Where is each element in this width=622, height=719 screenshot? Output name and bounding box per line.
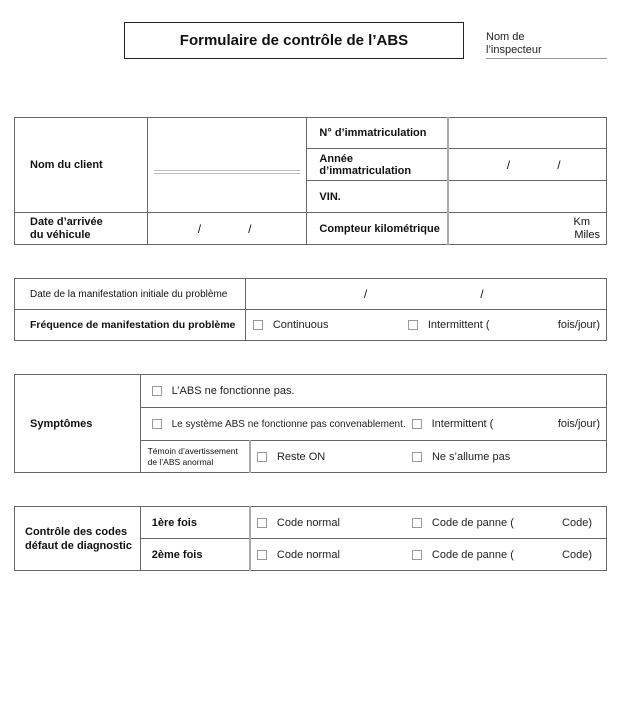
option-not-working[interactable]: L’ABS ne fonctionne pas. [152, 385, 295, 397]
client-name-field[interactable] [147, 118, 307, 213]
form-title [124, 22, 464, 59]
date-separator: / [197, 221, 202, 236]
unit-km: Km [573, 215, 590, 228]
checkbox-icon[interactable] [257, 550, 267, 560]
checkbox-icon[interactable] [412, 518, 422, 528]
client-name-label: Nom du client [15, 118, 148, 213]
odometer-label: Compteur kilométrique [307, 213, 448, 245]
date-separator: / [480, 287, 484, 301]
warning-light-options [250, 441, 607, 473]
option-continuous[interactable]: Continuous [253, 319, 408, 331]
dtc-row-label: 1ère fois [140, 507, 250, 539]
inspector-label-line2: l’inspecteur [486, 44, 542, 56]
initial-date-label: Date de la manifestation initiale du problème [15, 279, 246, 310]
option-fault-code[interactable]: Code de panne ( [412, 517, 514, 529]
vin-label: VIN. [307, 181, 448, 213]
checkbox-icon[interactable] [257, 452, 267, 462]
symptoms-table [14, 374, 607, 473]
unit-miles: Miles [574, 228, 600, 241]
warning-light-label: Témoin d’avertissement de l’ABS anormal [140, 441, 250, 473]
checkbox-icon[interactable] [412, 452, 422, 462]
code-suffix: Code) [562, 548, 592, 561]
checkbox-icon[interactable] [257, 518, 267, 528]
checkbox-icon[interactable] [253, 320, 263, 330]
arrival-date-field[interactable] [147, 213, 307, 245]
symptoms-label: Symptômes [15, 375, 141, 473]
initial-date-field[interactable] [245, 279, 606, 310]
option-intermittent[interactable]: Intermittent ( [408, 319, 558, 331]
checkbox-icon[interactable] [408, 320, 418, 330]
registration-year-field[interactable] [448, 149, 607, 181]
vin-field[interactable] [448, 181, 607, 213]
dtc-row-label: 2ème fois [140, 539, 250, 571]
checkbox-icon[interactable] [152, 386, 162, 396]
odometer-field[interactable] [448, 213, 607, 245]
code-suffix: Code) [562, 516, 592, 529]
registration-number-field[interactable] [448, 118, 607, 149]
frequency-label: Fréquence de manifestation du problème [15, 310, 246, 341]
date-separator: / [557, 157, 561, 172]
form-title-text: Formulaire de contrôle de l’ABS [179, 32, 409, 49]
option-code-normal[interactable]: Code normal [257, 549, 412, 561]
checkbox-icon[interactable] [152, 419, 162, 429]
problem-table [14, 278, 607, 341]
date-separator: / [506, 157, 511, 172]
option-not-properly[interactable]: Le système ABS ne fonctionne pas convenablement. [152, 419, 412, 430]
date-separator: / [363, 287, 368, 301]
option-stays-on[interactable]: Reste ON [257, 451, 412, 463]
checkbox-icon[interactable] [412, 550, 422, 560]
registration-number-label: N° d’immatriculation [307, 118, 448, 149]
vehicle-info-table [14, 117, 607, 245]
inspector-name-field[interactable] [486, 31, 607, 59]
per-day-suffix: fois/jour) [557, 319, 600, 331]
option-code-normal[interactable]: Code normal [257, 517, 412, 529]
dtc-label: Contrôle des codes défaut de diagnostic [15, 507, 141, 571]
frequency-options [245, 310, 606, 341]
option-not-properly-row [140, 408, 606, 441]
option-does-not-light[interactable]: Ne s’allume pas [412, 451, 510, 463]
date-separator: / [248, 221, 252, 236]
option-not-working-row [140, 375, 606, 408]
option-intermittent[interactable]: Intermittent ( [412, 418, 494, 430]
dtc-row-options [250, 507, 607, 539]
dtc-table [14, 506, 607, 571]
option-fault-code[interactable]: Code de panne ( [412, 549, 514, 561]
inspector-label-line1: Nom de [486, 31, 525, 43]
checkbox-icon[interactable] [412, 419, 422, 429]
arrival-date-label: Date d’arrivée du véhicule [15, 213, 148, 245]
dtc-row-options [250, 539, 607, 571]
per-day-suffix: fois/jour) [557, 418, 600, 430]
registration-year-label: Année d’immatriculation [307, 149, 448, 181]
